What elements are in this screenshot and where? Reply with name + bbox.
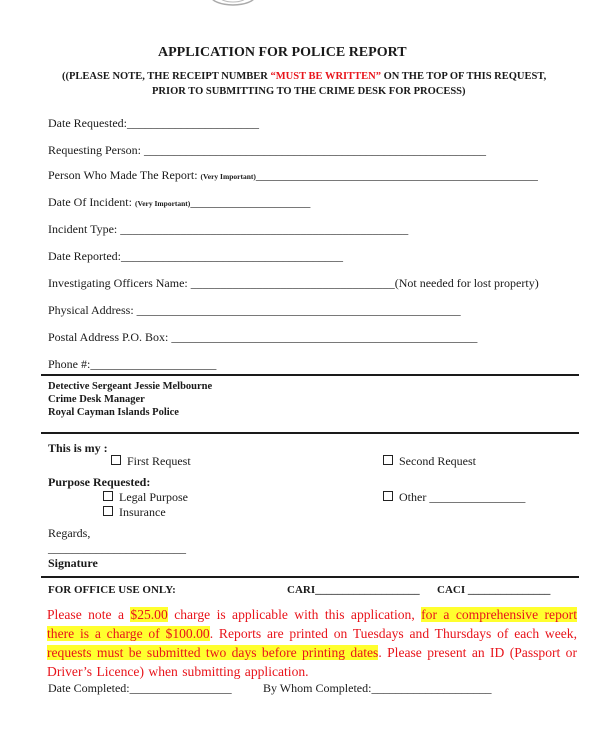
date-of-incident-field[interactable]: Date Of Incident: (Very Important)____________________ bbox=[48, 195, 311, 209]
other-checkbox[interactable]: Other ________________ bbox=[383, 490, 525, 505]
this-is-my-label: This is my : bbox=[48, 441, 108, 455]
office-use-label: FOR OFFICE USE ONLY: bbox=[48, 584, 176, 596]
purpose-label: Purpose Requested: bbox=[48, 475, 151, 489]
divider bbox=[41, 374, 579, 376]
by-whom-completed-field[interactable]: By Whom Completed:____________________ bbox=[263, 681, 492, 695]
investigating-officers-field[interactable]: Investigating Officers Name: __________________________________(Not needed for lost property) bbox=[48, 276, 539, 290]
divider bbox=[41, 576, 579, 578]
incident-type-field[interactable]: Incident Type: ________________________________________________ bbox=[48, 222, 409, 236]
regards-label: Regards, bbox=[48, 526, 91, 540]
phone-field[interactable]: Phone #:_____________________ bbox=[48, 357, 217, 371]
receipt-note: ((PLEASE NOTE, THE RECEIPT NUMBER “MUST BE WRITTEN” ON THE TOP OF THIS REQUEST, bbox=[62, 71, 547, 82]
recipient-name: Detective Sergeant Jessie Melbourne bbox=[48, 381, 213, 392]
checkbox-icon bbox=[383, 455, 393, 465]
checkbox-icon bbox=[111, 455, 121, 465]
first-request-checkbox[interactable]: First Request bbox=[111, 454, 191, 469]
physical-address-field[interactable]: Physical Address: ______________________________________________________ bbox=[48, 303, 461, 317]
receipt-note-line2: PRIOR TO SUBMITTING TO THE CRIME DESK FOR PROCESS) bbox=[152, 86, 466, 97]
checkbox-icon bbox=[103, 491, 113, 501]
date-requested-field[interactable]: Date Requested:______________________ bbox=[48, 116, 259, 130]
person-reported-field[interactable]: Person Who Made The Report: (Very Important)_______________________________________________ bbox=[48, 168, 538, 182]
fee-notice: Please note a $25.00 charge is applicable with this application, for a comprehensive report there is a charge of $100.00. Reports are printed on Tuesdays and Thursdays of each week, requests must be submitted two days before printing dates. Please present an ID (Passport or Driver’s Licence) when submitting application. bbox=[47, 607, 577, 679]
signature-line[interactable]: _______________________ bbox=[48, 541, 186, 555]
checkbox-icon bbox=[103, 506, 113, 516]
caci-field[interactable]: CACI _______________ bbox=[437, 584, 551, 596]
page-title: APPLICATION FOR POLICE REPORT bbox=[158, 45, 407, 60]
checkbox-icon bbox=[383, 491, 393, 501]
requesting-person-field[interactable]: Requesting Person: _________________________________________________________ bbox=[48, 143, 486, 157]
date-reported-field[interactable]: Date Reported:_____________________________________ bbox=[48, 249, 343, 263]
postal-address-field[interactable]: Postal Address P.O. Box: ___________________________________________________ bbox=[48, 330, 478, 344]
recipient-org: Royal Cayman Islands Police bbox=[48, 407, 179, 418]
second-request-checkbox[interactable]: Second Request bbox=[383, 454, 476, 469]
legal-purpose-checkbox[interactable]: Legal Purpose bbox=[103, 490, 188, 505]
divider bbox=[41, 432, 579, 434]
recipient-title: Crime Desk Manager bbox=[48, 394, 145, 405]
cari-field[interactable]: CARI___________________ bbox=[287, 584, 420, 596]
date-completed-field[interactable]: Date Completed:_________________ bbox=[48, 681, 232, 695]
signature-label: Signature bbox=[48, 556, 98, 570]
police-seal-icon bbox=[208, 0, 258, 6]
insurance-checkbox[interactable]: Insurance bbox=[103, 505, 166, 520]
